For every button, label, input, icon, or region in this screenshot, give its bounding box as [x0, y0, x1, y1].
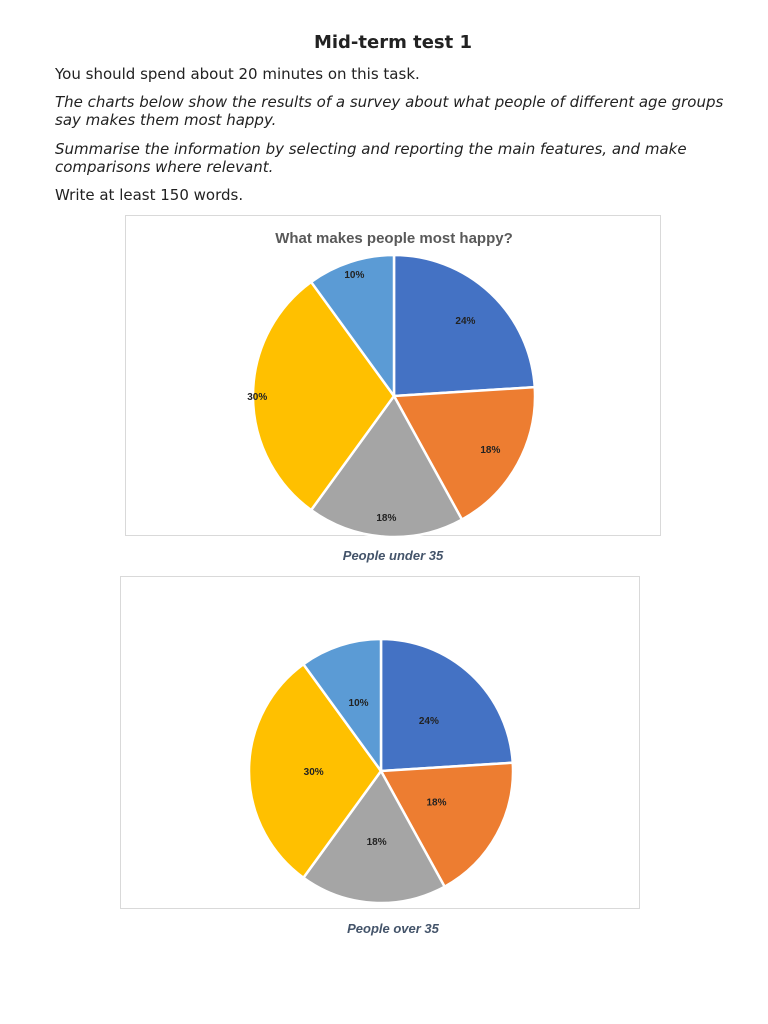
pie-label-over-35-1: 18% — [426, 797, 447, 809]
caption-over-35: People over 35 — [347, 921, 439, 936]
instruction-summarise: Summarise the information by selecting and reporting the main features, and make comparisons where relevant. — [55, 140, 687, 176]
chart-over-35 — [120, 576, 640, 909]
pie-label-over-35-2: 18% — [366, 836, 387, 848]
pie-label-over-35-0: 24% — [418, 716, 439, 728]
chart-under-35 — [125, 215, 661, 536]
pie-label-under-35-1: 18% — [480, 444, 501, 456]
chart-under-35-title: What makes people most happy? — [275, 230, 513, 247]
pie-label-under-35-3: 30% — [247, 392, 268, 403]
pie-slice-over-35-0 — [381, 639, 513, 771]
caption-under-35: People under 35 — [342, 548, 444, 563]
instruction-task: The charts below show the results of a survey about what people of different age groups say makes them most happy. — [55, 93, 724, 129]
pie-label-over-35-4: 10% — [348, 697, 369, 709]
pie-chart-under-35 — [126, 216, 662, 537]
instruction-word-count: Write at least 150 words. — [55, 186, 244, 204]
pie-chart-over-35 — [121, 577, 641, 910]
pie-label-under-35-4: 10% — [344, 269, 365, 281]
pie-label-under-35-2: 18% — [376, 513, 397, 525]
page-title: Mid-term test 1 — [313, 32, 473, 53]
pie-label-under-35-0: 24% — [455, 315, 476, 327]
pie-label-over-35-3: 30% — [303, 767, 324, 778]
instruction-time: You should spend about 20 minutes on this task. — [55, 65, 420, 83]
